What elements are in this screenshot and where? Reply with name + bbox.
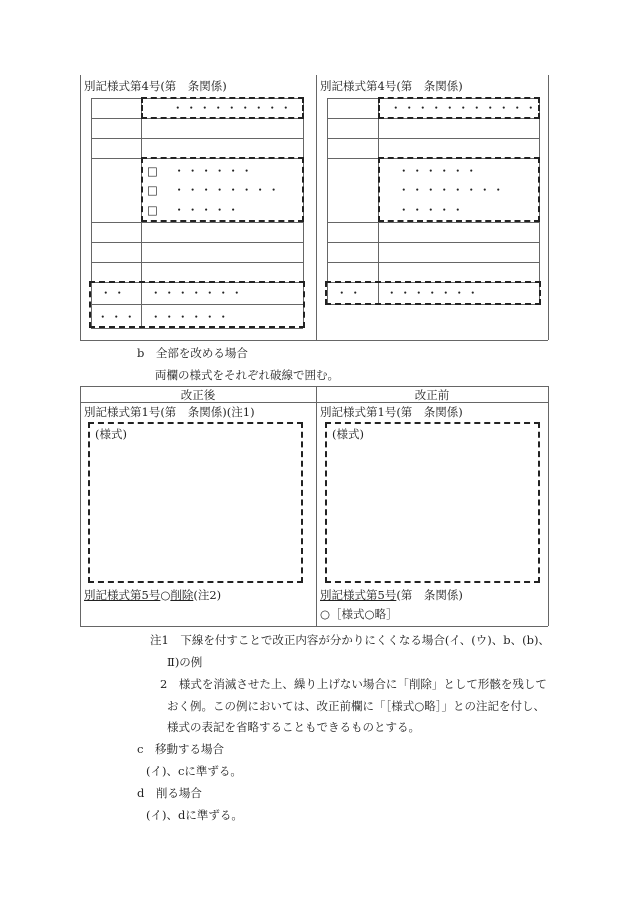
plain-text: (第 条関係) <box>396 588 463 602</box>
form-label: (様式) <box>95 427 127 441</box>
table-border <box>80 340 548 341</box>
column-header-before: 改正前 <box>414 388 450 402</box>
omitted-form-note: ○［様式○略］ <box>320 607 398 621</box>
note-1-line-1: 注1 下線を付すことで改正内容が分かりにくくなる場合(イ、(ウ)、b、(b)、 <box>150 633 550 647</box>
row-dots: ・・・・・ <box>398 203 466 217</box>
right-form-title: 別記様式第4号(第 条関係) <box>320 79 463 93</box>
row-dots: ・・・・・・ <box>150 310 231 324</box>
underlined-text: 別記様式第5号 <box>84 588 161 602</box>
row-dots: ・・・・・・ <box>398 164 479 178</box>
row-dots: ・・・ <box>97 310 138 324</box>
left-deleted-form-line <box>84 588 221 602</box>
left-form-title: 別記様式第1号(第 条関係)(注1) <box>84 405 255 419</box>
column-header-after: 改正後 <box>180 388 216 402</box>
right-form5-line <box>320 588 463 602</box>
dashed-form-box <box>88 422 303 583</box>
section-b-description: 両欄の様式をそれぞれ破線で囲む。 <box>155 368 339 382</box>
section-d-heading: d 削る場合 <box>137 786 202 800</box>
row-dots: ・・・・・・・・・ <box>172 101 294 115</box>
section-c-heading: c 移動する場合 <box>137 742 224 756</box>
note-2-line-3: 様式の表記を省略することもできるものとする。 <box>167 720 420 734</box>
row-dots: ・・・・・・・ <box>150 286 245 300</box>
row-dots: ・・・・・・・・ <box>398 183 506 197</box>
table-border <box>80 75 81 340</box>
underlined-text: 削除 <box>170 588 194 602</box>
section-c-text: (イ)、cに準ずる。 <box>146 764 242 778</box>
note-2-line-1: 2 様式を消滅させた上、繰り上げない場合に「削除」として形骸を残して <box>160 677 547 691</box>
note-1-line-2: Ⅱ)の例 <box>167 655 203 669</box>
circle-mark: ○ <box>160 588 171 602</box>
right-form-title: 別記様式第1号(第 条関係) <box>320 405 463 419</box>
checkbox-row: □ ・・・・・ <box>147 203 241 217</box>
form-label: (様式) <box>332 427 364 441</box>
checkbox-row: □ ・・・・・・ <box>147 164 255 178</box>
table-border <box>316 75 317 340</box>
section-d-text: (イ)、dに準ずる。 <box>146 808 243 822</box>
dashed-form-box <box>325 422 540 583</box>
table-border <box>548 75 549 340</box>
section-b-heading: b 全部を改める場合 <box>137 346 248 360</box>
row-dots: ・・ <box>336 286 363 300</box>
row-dots: ・・・・・・・ <box>386 286 481 300</box>
row-dots: ・・・・・・・・・・・ <box>390 101 539 115</box>
row-dots: ・・ <box>100 286 127 300</box>
note-2-line-2: おく例。この例においては、改正前欄に「［様式○略］」との注記を付し、 <box>167 699 546 713</box>
left-form-title: 別記様式第4号(第 条関係) <box>84 79 227 93</box>
underlined-text: 別記様式第5号 <box>320 588 397 602</box>
note-ref: (注2) <box>193 588 222 602</box>
checkbox-row: □ ・・・・・・・・ <box>147 183 282 197</box>
